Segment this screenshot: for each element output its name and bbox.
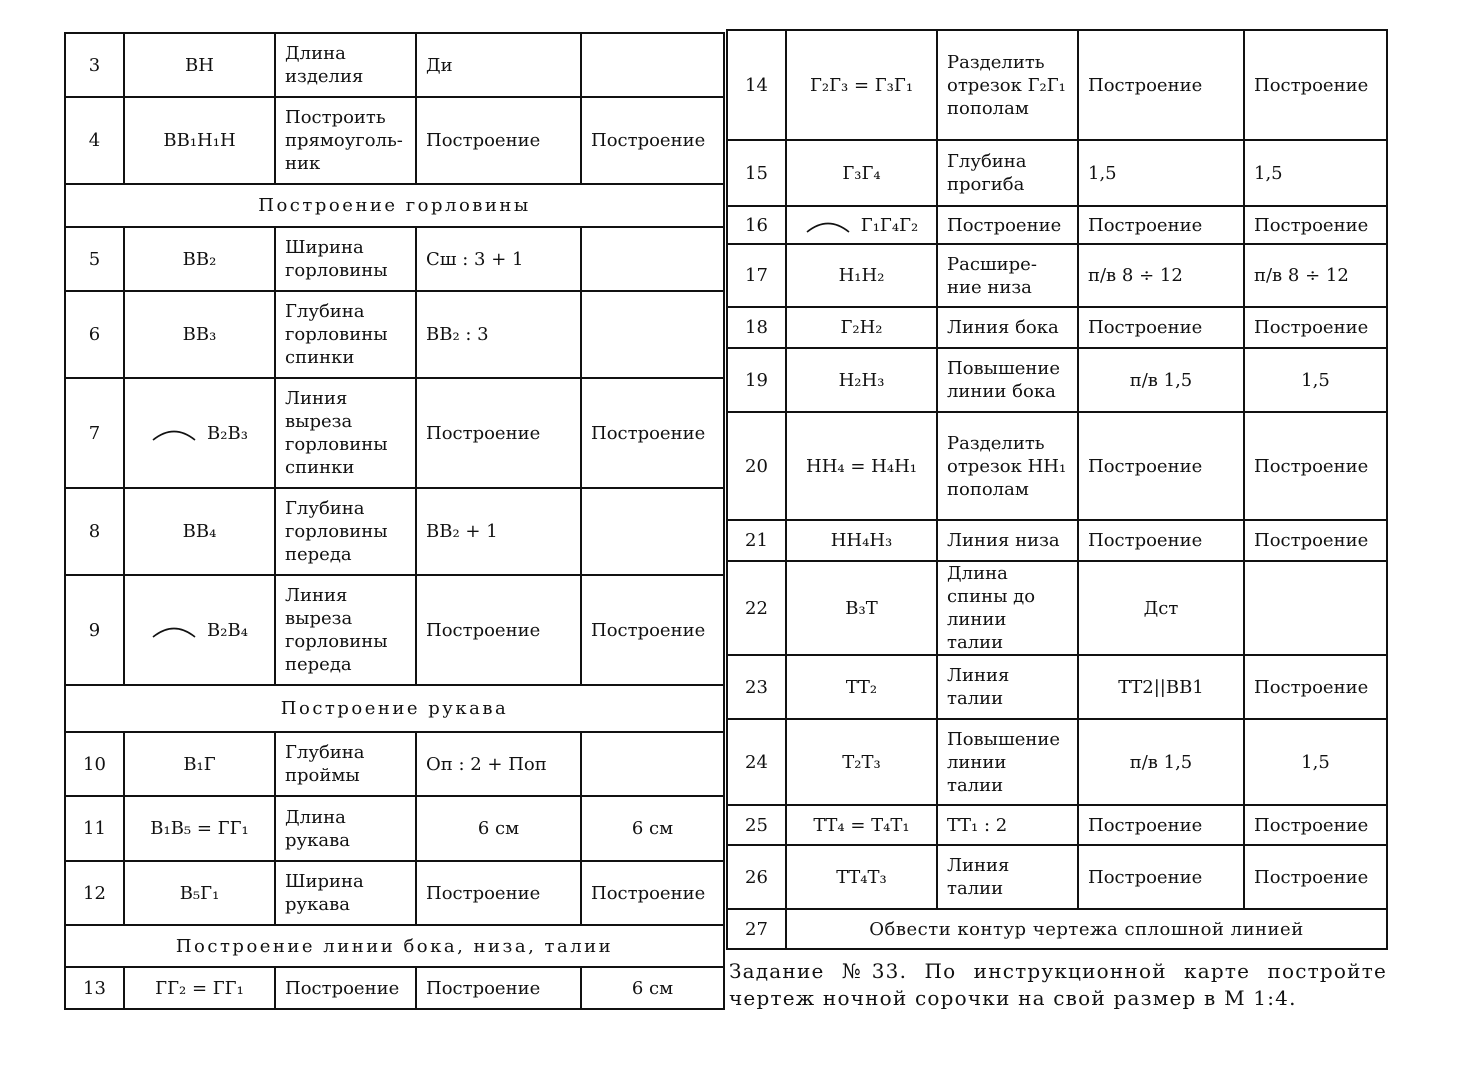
table-row <box>65 291 724 378</box>
segment-code <box>786 655 937 719</box>
segment-code <box>786 206 937 244</box>
result-value: Построение <box>1244 520 1387 561</box>
result-value: Построение <box>1244 805 1387 845</box>
step-number: 17 <box>727 244 786 307</box>
arc-icon <box>151 624 197 638</box>
operation-name: Глубина горловины спинки <box>275 291 416 378</box>
result-value <box>581 488 724 575</box>
task-note: Задание №33. По инструкционной карте постройте чертеж ночной сорочки на свой размер в М 1:4. <box>729 959 1387 1010</box>
operation-name: Длина изделия <box>275 33 416 97</box>
calculation-formula: Построение <box>1078 30 1244 140</box>
result-value: Построение <box>581 97 724 184</box>
result-value: Построение <box>1244 412 1387 520</box>
segment-code <box>124 967 275 1009</box>
operation-name: Линия выреза горловины спинки <box>275 378 416 488</box>
result-value <box>581 227 724 291</box>
segment-code-text: ВВ₃ <box>182 324 217 345</box>
step-number: 8 <box>65 488 124 575</box>
step-number: 24 <box>727 719 786 805</box>
segment-code-text: ГГ₂ = ГГ₁ <box>155 977 244 999</box>
segment-code <box>124 861 275 925</box>
calculation-formula: Построение <box>1078 805 1244 845</box>
step-number: 10 <box>65 732 124 796</box>
step-number: 23 <box>727 655 786 719</box>
calculation-formula: ВВ₂ : 3 <box>416 291 581 378</box>
calculation-formula: Построение <box>1078 845 1244 909</box>
segment-code-text: В₁В₅ = ГГ₁ <box>150 818 249 839</box>
operation-name: Линия талии <box>937 655 1078 719</box>
step-number: 15 <box>727 140 786 206</box>
segment-code <box>124 33 275 97</box>
segment-code <box>786 140 937 206</box>
table-row <box>65 97 724 184</box>
calculation-formula: Ди <box>416 33 581 97</box>
calculation-formula: Построение <box>416 967 581 1009</box>
operation-name: Ширина горловины <box>275 227 416 291</box>
section-title: Построение рукава <box>65 685 724 732</box>
step-number: 12 <box>65 861 124 925</box>
segment-code-text: Г₂Н₂ <box>840 317 883 338</box>
segment-code <box>124 796 275 861</box>
step-number: 14 <box>727 30 786 140</box>
instruction-table-left <box>64 32 725 1010</box>
operation-name: ТТ₁ : 2 <box>937 805 1078 845</box>
operation-name: Линия выреза горловины переда <box>275 575 416 685</box>
instruction-table-right-body <box>727 30 1387 949</box>
result-value: Построение <box>1244 307 1387 348</box>
step-number: 16 <box>727 206 786 244</box>
table-row <box>727 244 1387 307</box>
table-row <box>65 33 724 97</box>
segment-code <box>124 575 275 685</box>
segment-code <box>786 30 937 140</box>
table-row <box>727 348 1387 412</box>
result-value: Построение <box>581 861 724 925</box>
calculation-formula: 6 см <box>416 796 581 861</box>
step-number: 3 <box>65 33 124 97</box>
segment-code-text: В₅Г₁ <box>179 882 220 904</box>
result-value <box>581 33 724 97</box>
segment-code-text: НН₄Н₃ <box>830 530 893 551</box>
segment-code <box>786 561 937 655</box>
table-row <box>65 575 724 685</box>
segment-code <box>786 520 937 561</box>
table-row <box>65 796 724 861</box>
step-number: 20 <box>727 412 786 520</box>
segment-code-text: В₃Т <box>845 597 878 619</box>
step-number: 27 <box>727 909 786 949</box>
operation-name: Расшире-ние низа <box>937 244 1078 307</box>
operation-name: Построить прямоуголь-ник <box>275 97 416 184</box>
segment-code-text: Н₂Н₃ <box>838 369 885 391</box>
operation-name: Глубина прогиба <box>937 140 1078 206</box>
calculation-formula: ВВ₂ + 1 <box>416 488 581 575</box>
calculation-formula: Оп : 2 + Поп <box>416 732 581 796</box>
result-value: 6 см <box>581 796 724 861</box>
segment-code <box>786 307 937 348</box>
arc-icon <box>805 219 851 233</box>
operation-name: Построение <box>275 967 416 1009</box>
segment-code <box>124 227 275 291</box>
calculation-formula: Построение <box>416 861 581 925</box>
segment-code <box>124 732 275 796</box>
result-value: 1,5 <box>1244 348 1387 412</box>
table-row <box>727 845 1387 909</box>
table-row <box>65 732 724 796</box>
step-number: 22 <box>727 561 786 655</box>
step-number: 19 <box>727 348 786 412</box>
operation-name: Глубина проймы <box>275 732 416 796</box>
section-header-row <box>65 184 724 227</box>
segment-code-text: ВВ₁Н₁Н <box>163 130 236 151</box>
table-row <box>727 520 1387 561</box>
step-number: 9 <box>65 575 124 685</box>
segment-code-text: Г₃Г₄ <box>842 162 881 184</box>
calculation-formula: Построение <box>1078 307 1244 348</box>
calculation-formula: Построение <box>416 378 581 488</box>
result-value: Построение <box>581 575 724 685</box>
table-row <box>727 719 1387 805</box>
arc-icon <box>151 427 197 441</box>
segment-code <box>786 412 937 520</box>
operation-name: Повышение линии бока <box>937 348 1078 412</box>
instruction-table-right <box>726 29 1388 950</box>
table-row <box>727 206 1387 244</box>
segment-code <box>124 488 275 575</box>
calculation-formula: ТТ2||ВВ1 <box>1078 655 1244 719</box>
step-number: 13 <box>65 967 124 1009</box>
step-number: 4 <box>65 97 124 184</box>
operation-name: Разделить отрезок Г₂Г₁ пополам <box>937 30 1078 140</box>
calculation-formula: п/в 1,5 <box>1078 719 1244 805</box>
operation-name: Разделить отрезок НН₁ пополам <box>937 412 1078 520</box>
result-value: 1,5 <box>1244 140 1387 206</box>
segment-code <box>124 97 275 184</box>
table-row <box>65 861 724 925</box>
result-value: 1,5 <box>1244 719 1387 805</box>
operation-name: Линия бока <box>937 307 1078 348</box>
calculation-formula: Построение <box>416 97 581 184</box>
segment-code <box>786 845 937 909</box>
section-header-row <box>65 685 724 732</box>
calculation-formula: Дст <box>1078 561 1244 655</box>
step-number: 25 <box>727 805 786 845</box>
instruction-table-left-body <box>65 33 724 1009</box>
operation-name: Линия низа <box>937 520 1078 561</box>
table-row <box>65 967 724 1009</box>
section-title: Построение горловины <box>65 184 724 227</box>
table-row <box>65 488 724 575</box>
result-value: Построение <box>1244 655 1387 719</box>
calculation-formula: Построение <box>1078 206 1244 244</box>
table-row <box>65 378 724 488</box>
operation-name: Построение <box>937 206 1078 244</box>
table-row <box>727 909 1387 949</box>
step-number: 21 <box>727 520 786 561</box>
calculation-formula: Построение <box>1078 412 1244 520</box>
segment-code-text: В₂В₃ <box>207 422 248 444</box>
step-number: 11 <box>65 796 124 861</box>
calculation-formula: Построение <box>416 575 581 685</box>
segment-code-text: Г₂Г₃ = Г₃Г₁ <box>809 74 914 96</box>
result-value: 6 см <box>581 967 724 1009</box>
result-value: Построение <box>1244 845 1387 909</box>
step-number: 5 <box>65 227 124 291</box>
segment-code <box>786 348 937 412</box>
segment-code-text: В₂В₄ <box>207 619 248 641</box>
result-value <box>581 732 724 796</box>
step-number: 6 <box>65 291 124 378</box>
result-value: п/в 8 ÷ 12 <box>1244 244 1387 307</box>
table-row <box>727 307 1387 348</box>
table-row <box>727 655 1387 719</box>
operation-name: Ширина рукава <box>275 861 416 925</box>
table-row <box>65 227 724 291</box>
segment-code-text: В₁Г <box>183 753 216 775</box>
calculation-formula: Сш : 3 + 1 <box>416 227 581 291</box>
result-value: Построение <box>1244 30 1387 140</box>
result-value <box>1244 561 1387 655</box>
segment-code-text: ВВ₄ <box>182 521 217 542</box>
calculation-formula: Построение <box>1078 520 1244 561</box>
calculation-formula: п/в 8 ÷ 12 <box>1078 244 1244 307</box>
table-row <box>727 561 1387 655</box>
segment-code-text: ВВ₂ <box>182 248 217 270</box>
operation-name: Длина спины до линии талии <box>937 561 1078 655</box>
result-value: Построение <box>1244 206 1387 244</box>
segment-code <box>124 291 275 378</box>
segment-code-text: Г₁Г₄Г₂ <box>860 214 919 236</box>
operation-name: Глубина горловины переда <box>275 488 416 575</box>
table-row <box>727 805 1387 845</box>
calculation-formula: 1,5 <box>1078 140 1244 206</box>
section-header-row <box>65 925 724 967</box>
step-number: 26 <box>727 845 786 909</box>
operation-name: Длина рукава <box>275 796 416 861</box>
segment-code <box>124 378 275 488</box>
segment-code <box>786 244 937 307</box>
segment-code-text: Т₂Т₃ <box>842 751 881 773</box>
result-value: Построение <box>581 378 724 488</box>
result-value <box>581 291 724 378</box>
calculation-formula: п/в 1,5 <box>1078 348 1244 412</box>
step-instruction: Обвести контур чертежа сплошной линией <box>786 909 1387 949</box>
segment-code-text: Н₁Н₂ <box>838 265 885 286</box>
table-row <box>727 412 1387 520</box>
section-title: Построение линии бока, низа, талии <box>65 925 724 967</box>
step-number: 18 <box>727 307 786 348</box>
table-row <box>727 30 1387 140</box>
operation-name: Повышение линии талии <box>937 719 1078 805</box>
table-row <box>727 140 1387 206</box>
step-number: 7 <box>65 378 124 488</box>
segment-code <box>786 719 937 805</box>
segment-code-text: НН₄ = Н₄Н₁ <box>806 455 917 477</box>
segment-code-text: ТТ₄ = Т₄Т₁ <box>813 814 910 836</box>
operation-name: Линия талии <box>937 845 1078 909</box>
segment-code-text: ТТ₂ <box>845 676 878 698</box>
segment-code-text: ТТ₄Т₃ <box>836 866 887 888</box>
segment-code <box>786 805 937 845</box>
segment-code-text: ВН <box>185 54 214 76</box>
